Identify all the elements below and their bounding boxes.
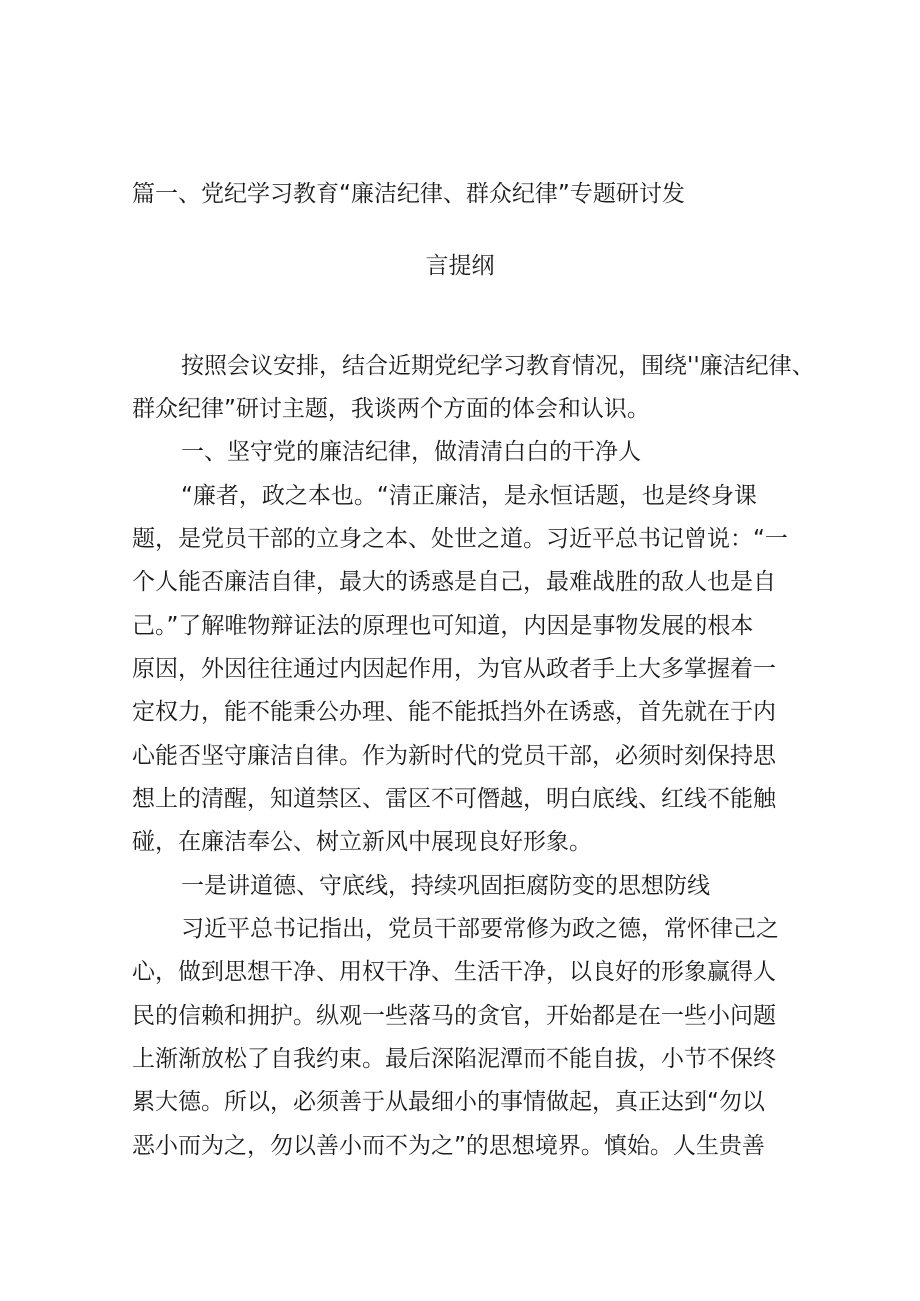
- body-line-17: 上渐渐放松了自我约束。最后深陷泥潭而不能自拔，小节不保终: [132, 1046, 776, 1072]
- body-line-2: 群众纪律”研讨主题，我谈两个方面的体会和认识。: [132, 396, 650, 422]
- document-title-line-2: 言提纲: [425, 253, 495, 279]
- document-title-line-1: 篇一、党纪学习教育“廉洁纪律、群众纪律”专题研讨发: [132, 181, 685, 207]
- body-line-1: 按照会议安排，结合近期党纪学习教育情况，围绕''廉洁纪律、: [181, 353, 815, 379]
- body-line-19: 恶小而为之，勿以善小而不为之”的思想境界。慎始。人生贵善: [132, 1133, 765, 1159]
- body-line-18: 累大德。所以，必须善于从最细小的事情做起，真正达到“勿以: [132, 1089, 765, 1115]
- section-subheading-1: 一是讲道德、守底线，持续巩固拒腐防变的思想防线: [181, 873, 710, 899]
- body-line-10: 心能否坚守廉洁自律。作为新时代的党员干部，必须时刻保持思: [132, 743, 776, 769]
- body-line-7: 己。”了解唯物辩证法的原理也可知道，内因是事物发展的根本: [132, 613, 754, 639]
- body-line-12: 碰，在廉洁奉公、树立新风中展现良好形象。: [132, 829, 592, 855]
- body-line-16: 民的信赖和拥护。纵观一些落马的贪官，开始都是在一些小问题: [132, 1003, 776, 1029]
- body-line-14: 习近平总书记指出，党员干部要常修为政之德，常怀律己之: [181, 916, 779, 942]
- body-line-8: 原因，外因往往通过内因起作用，为官从政者手上大多掌握着一: [132, 656, 776, 682]
- body-line-6: 个人能否廉洁自律，最大的诱惑是自己，最难战胜的敌人也是自: [132, 569, 776, 595]
- body-line-11: 想上的清醒，知道禁区、雷区不可僭越，明白底线、红线不能触: [132, 786, 776, 812]
- body-line-5: 题，是党员干部的立身之本、处世之道。习近平总书记曾说：“一: [132, 526, 788, 552]
- body-line-4: “廉者，政之本也。“清正廉洁，是永恒话题，也是终身课: [181, 483, 757, 509]
- section-heading-1: 一、坚守党的廉洁纪律，做清清白白的干净人: [181, 439, 641, 465]
- body-line-15: 心，做到思想干净、用权干净、生活干净，以良好的形象赢得人: [132, 959, 776, 985]
- body-line-9: 定权力，能不能秉公办理、能不能抵挡外在诱惑，首先就在于内: [132, 699, 776, 725]
